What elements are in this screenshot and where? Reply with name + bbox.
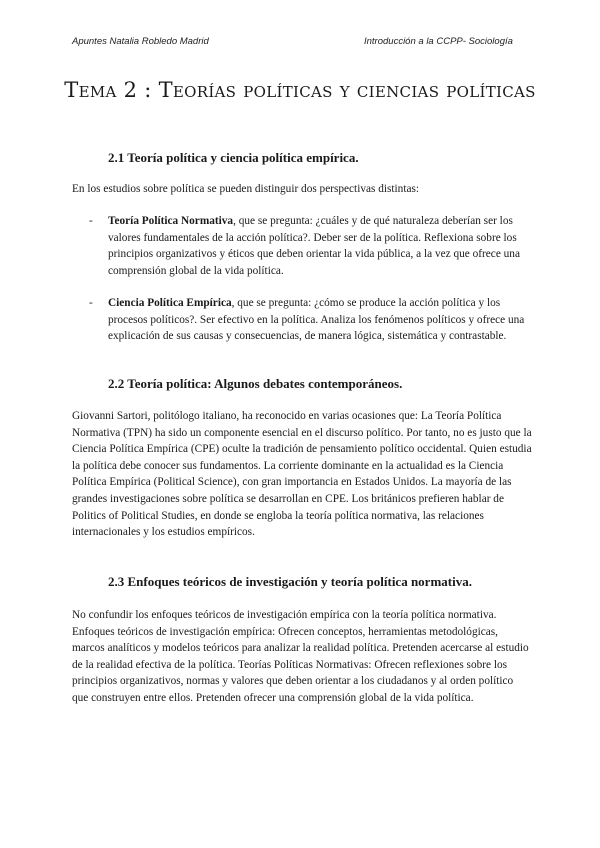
section-2-heading: 2.2 Teoría política: Algunos debates contemporáneos. <box>108 376 403 391</box>
section-3-paragraph: No confundir los enfoques teóricos de investigación empírica con la teoría política normativa. Enfoques teóricos de investigación empírica: Ofrecen conceptos, herramientas metodológicas, marcos analíticos y modelos teóricos para analizar la realidad política. Pretenden acercarse al estudio de la realidad efectiva de la política. Teorías Políticas Normativas: Ofrecen reflexiones sobre los principios organizativos, normas y valores que deben orientar a los ciudadanos y al orden político que construyen entre ellos. Pretenden ofrecer una comprensión global de la vida política. <box>72 609 529 704</box>
bullet-dash: - <box>89 215 93 227</box>
section-1-heading: 2.1 Teoría política y ciencia política empírica. <box>108 150 359 165</box>
bullet-text: , que se pregunta: ¿cuáles y de qué naturaleza deberían ser los valores fundamentales de la acción política?. Deber ser de la política. Reflexiona sobre los principios organizativos y éticos que deben orientar la vida pública, a la vez que ofrece una comprensión global de la vida política. <box>108 215 520 277</box>
document-title: Tema 2 : Teorías políticas y ciencias políticas <box>64 78 536 102</box>
header-author: Apuntes Natalia Robledo Madrid <box>72 36 209 47</box>
bullet-term: Teoría Política Normativa <box>108 215 234 227</box>
bullet-term: Ciencia Política Empírica <box>108 297 232 309</box>
section-1-intro: En los estudios sobre política se pueden distinguir dos perspectivas distintas: <box>72 183 420 195</box>
bullet-text: , que se pregunta: ¿cómo se produce la acción política y los procesos políticos?. Ser efectivo en la política. Analiza los fenómenos políticos y ofrece una explicación de sus causas y consecuencias, de manera lógica, sistemática y contrastable. <box>108 297 525 343</box>
bullet-empirical-science <box>89 295 532 345</box>
section-2-paragraph: Giovanni Sartori, politólogo italiano, ha reconocido en varias ocasiones que: La Teoría Política Normativa (TPN) ha sido un componente esencial en el discurso político. Por tanto, no es justo que la Ciencia Política Empírica (CPE) oculte la tradición de pensamiento político occidental. Quien estudia la política debe conocer sus fundamentos. La corriente dominante en la actualidad es la Ciencia Política Empírica (Political Science), con gran importancia en Estados Unidos. La mayoría de las grandes investigaciones sobre política se desarrollan en CPE. Los británicos prefieren hablar de Politics of Political Studies, en donde se engloba la teoría política normativa, las relaciones internacionales y los estudios empíricos. <box>72 410 532 539</box>
bullet-normative-theory <box>89 213 532 279</box>
section-3-heading: 2.3 Enfoques teóricos de investigación y teoría política normativa. <box>108 574 472 589</box>
header-course: Introducción a la CCPP- Sociología <box>364 36 513 47</box>
bullet-dash: - <box>89 297 93 309</box>
